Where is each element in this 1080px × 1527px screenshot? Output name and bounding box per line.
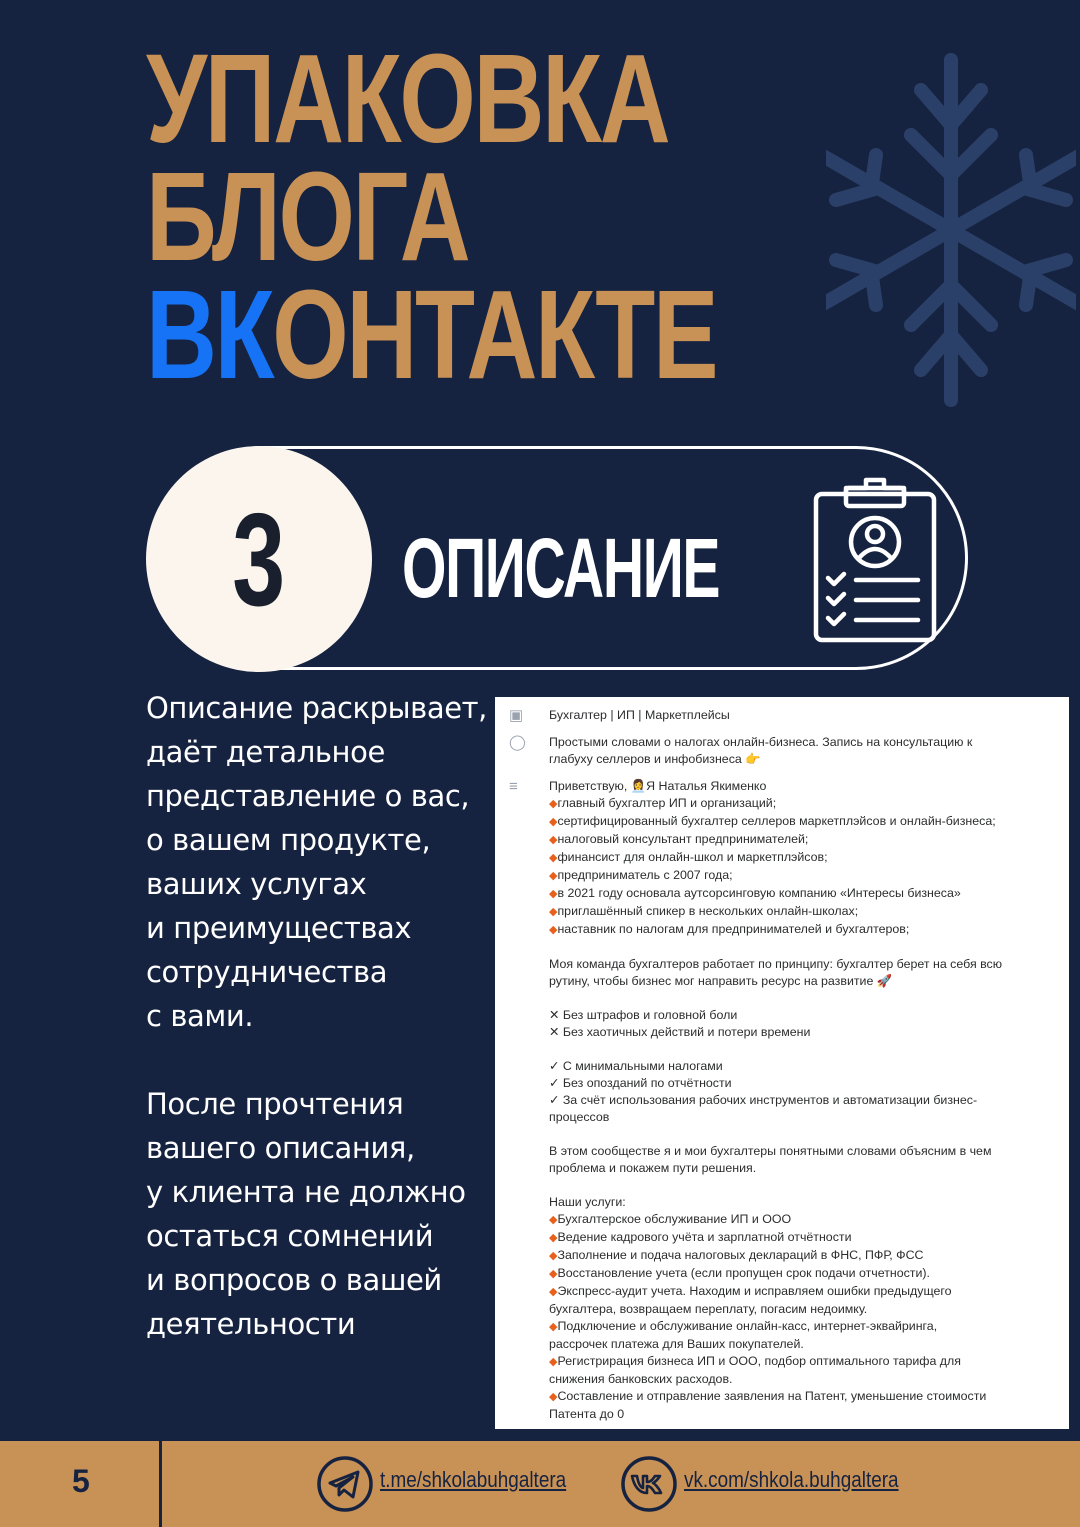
community-line: В этом сообществе я и мои бухгалтеры понятными словами объясним в чем (549, 1144, 992, 1158)
role-item (549, 867, 1055, 885)
role-item (549, 849, 1055, 867)
description-paragraph-1 (146, 686, 496, 1038)
role-text: главный бухгалтер ИП и организаций; (557, 796, 777, 810)
community-line: проблема и покажем пути решения. (549, 1161, 757, 1175)
service-text: Ведение кадрового учёта и зарплатной отчётности (557, 1230, 852, 1244)
vk-description-screenshot (495, 697, 1069, 1429)
diamond-bullet-icon: ◆ (549, 1391, 558, 1403)
role-text: наставник по налогам для предпринимателей и бухгалтеров; (557, 922, 910, 936)
service-item (549, 1301, 1055, 1318)
with-line: ✓ За счёт использования рабочих инструментов и автоматизации бизнес- (549, 1093, 978, 1107)
role-text: в 2021 году основала аутсорсинговую компанию «Интересы бизнеса» (557, 886, 961, 900)
service-text: снижения банковских расходов. (549, 1372, 733, 1386)
text-line: с вами. (146, 999, 254, 1033)
diamond-bullet-icon: ◆ (549, 924, 558, 936)
role-item (549, 795, 1055, 813)
services-title: Наши услуги: (549, 1195, 626, 1209)
title-line-1: УПАКОВКА (146, 28, 669, 169)
title-vk-accent: ВК (146, 264, 273, 405)
service-text: Составление и отправление заявления на Патент, уменьшение стоимости (557, 1389, 987, 1403)
service-item (549, 1406, 1055, 1423)
greeting-line: Приветствую, 👩‍💼Я Наталья Якименко (549, 779, 767, 793)
role-text: финансист для онлайн-школ и маркетплэйсов; (557, 850, 828, 864)
diamond-bullet-icon: ◆ (549, 1268, 558, 1280)
service-text: Экспресс-аудит учета. Находим и исправляем ошибки предыдущего (557, 1284, 952, 1298)
services-list (549, 1211, 1055, 1423)
service-item (549, 1211, 1055, 1229)
clipboard-profile-icon (812, 474, 938, 644)
footer-divider (159, 1441, 162, 1527)
service-item (549, 1265, 1055, 1283)
text-line: После прочтения (146, 1087, 404, 1121)
service-item (549, 1318, 1055, 1336)
team-line: Моя команда бухгалтеров работает по принципу: бухгалтер берет на себя всю (549, 957, 1003, 971)
diamond-bullet-icon: ◆ (549, 798, 558, 810)
footer (0, 1441, 1080, 1527)
telegram-link[interactable]: t.me/shkolabuhgaltera (380, 1467, 567, 1492)
text-line: сотрудничества (146, 955, 388, 989)
text-line: деятельности (146, 1307, 356, 1341)
without-line: ✕ Без штрафов и головной боли (549, 1008, 738, 1022)
text-line: у клиента не должно (146, 1175, 466, 1209)
vk-link[interactable]: vk.com/shkola.buhgaltera (684, 1467, 899, 1492)
diamond-bullet-icon: ◆ (549, 1356, 558, 1368)
status-row (509, 734, 1055, 768)
service-text: Подключение и обслуживание онлайн-касс, интернет-эквайринга, (557, 1319, 938, 1333)
roles-list (549, 795, 1055, 939)
text-line: вашего описания, (146, 1131, 415, 1165)
status-line: глабуху селлеров и инфобизнеса 👉 (549, 752, 761, 766)
category-row (509, 707, 1055, 724)
title-line-2: БЛОГА (146, 146, 469, 287)
text-line: и вопросов о вашей (146, 1263, 442, 1297)
text-line: о вашем продукте, (146, 823, 431, 857)
telegram-icon[interactable] (316, 1455, 374, 1513)
title-line-3 (146, 264, 717, 405)
section-number: 3 (232, 485, 286, 633)
service-text: бухгалтера, возвращаем переплату, погасим недоимку. (549, 1302, 868, 1316)
description-row (509, 778, 1055, 1423)
diamond-bullet-icon: ◆ (549, 1286, 558, 1298)
team-line: рутину, чтобы бизнес мог направить ресурс на развитие 🚀 (549, 974, 893, 988)
description-text (146, 686, 496, 1346)
page-title (146, 28, 717, 405)
role-item (549, 903, 1055, 921)
service-item (549, 1247, 1055, 1265)
text-line: и преимуществах (146, 911, 412, 945)
diamond-bullet-icon: ◆ (549, 816, 558, 828)
service-item (549, 1283, 1055, 1301)
text-line: даёт детальное (146, 735, 385, 769)
service-text: Бухгалтерское обслуживание ИП и ООО (557, 1212, 792, 1226)
category-text: Бухгалтер | ИП | Маркетплейсы (549, 708, 730, 722)
service-text: Восстановление учета (если пропущен срок подачи отчетности). (557, 1266, 930, 1280)
with-line: ✓ Без опозданий по отчётности (549, 1076, 732, 1090)
diamond-bullet-icon: ◆ (549, 1214, 558, 1226)
role-item (549, 921, 1055, 939)
diamond-bullet-icon: ◆ (549, 906, 558, 918)
service-text: Патента до 0 (549, 1407, 625, 1421)
service-item (549, 1353, 1055, 1371)
without-line: ✕ Без хаотичных действий и потери времени (549, 1025, 811, 1039)
diamond-bullet-icon: ◆ (549, 888, 558, 900)
diamond-bullet-icon: ◆ (549, 1321, 558, 1333)
service-item (549, 1229, 1055, 1247)
page-number: 5 (72, 1463, 90, 1499)
text-line: остаться сомнений (146, 1219, 434, 1253)
vk-icon[interactable] (620, 1455, 678, 1513)
category-icon: ▣ (509, 707, 524, 724)
service-item (549, 1371, 1055, 1388)
snowflake-icon (826, 50, 1076, 410)
text-line: представление о вас, (146, 779, 470, 813)
role-text: налоговый консультант предпринимателей; (557, 832, 809, 846)
service-text: Регистрирация бизнеса ИП и ООО, подбор оптимального тарифа для (557, 1354, 961, 1368)
description-paragraph-2 (146, 1082, 496, 1346)
diamond-bullet-icon: ◆ (549, 834, 558, 846)
role-item (549, 831, 1055, 849)
role-text: приглашённый спикер в нескольких онлайн-школах; (557, 904, 859, 918)
service-item (549, 1388, 1055, 1406)
status-line: Простыми словами о налогах онлайн-бизнеса. Запись на консультацию к (549, 735, 973, 749)
diamond-bullet-icon: ◆ (549, 1250, 558, 1262)
service-text: Заполнение и подача налоговых деклараций в ФНС, ПФР, ФСС (557, 1248, 924, 1262)
with-line: ✓ С минимальными налогами (549, 1059, 723, 1073)
section-number-badge (146, 446, 372, 672)
text-line: Описание раскрывает, (146, 691, 487, 725)
diamond-bullet-icon: ◆ (549, 1232, 558, 1244)
with-line: процессов (549, 1110, 610, 1124)
speech-bubble-icon: ◯ (509, 734, 526, 751)
role-text: сертифицированный бухгалтер селлеров маркетплэйсов и онлайн-бизнеса; (557, 814, 996, 828)
text-line: ваших услугах (146, 867, 367, 901)
text-lines-icon: ≡ (509, 778, 518, 795)
role-text: предприниматель с 2007 года; (557, 868, 733, 882)
diamond-bullet-icon: ◆ (549, 870, 558, 882)
diamond-bullet-icon: ◆ (549, 852, 558, 864)
service-text: рассрочек платежа для Ваших покупателей. (549, 1337, 804, 1351)
service-item (549, 1336, 1055, 1353)
role-item (549, 885, 1055, 903)
role-item (549, 813, 1055, 831)
section-title: ОПИСАНИЕ (402, 521, 720, 615)
title-line-3-rest: ОНТАКТЕ (272, 264, 717, 405)
